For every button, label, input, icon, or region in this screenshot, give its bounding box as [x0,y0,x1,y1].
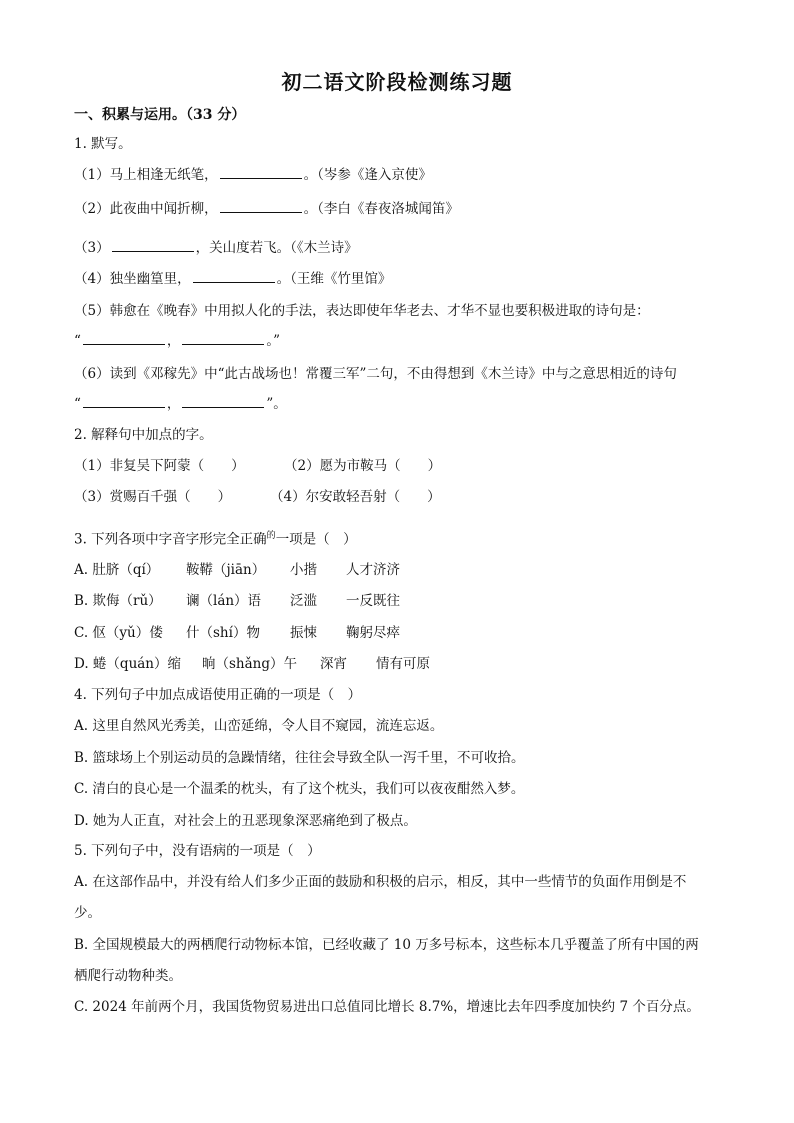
question-5-option-b[interactable]: B. 全国规模最大的两栖爬行动物标本馆，已经收藏了 10 万多号标本，这些标本几乎覆盖了所有中国的两 [74,937,699,953]
stem-superscript: 的 [266,531,276,541]
question-4-option-d[interactable]: D. 她为人正直，对社会上的丑恶现象深恶痛绝到了极点。 [74,813,417,829]
question-1-item-4 [74,270,724,288]
item-text: 。（王维《竹里馆》 [276,271,392,287]
item-text: （1）马上相逢无纸笔， [74,167,218,183]
page-title: 初二语文阶段检测练习题 [281,70,513,94]
answer-blank[interactable] [83,332,165,345]
option-word: 谰（lán）语 [186,593,262,609]
question-3-option-c[interactable] [74,624,724,642]
question-1-item-2 [74,200,724,218]
question-1-item-5-blanks [74,332,724,350]
option-word: 深宵 [320,656,347,672]
option-word: A. 肚脐（qí） [74,562,160,578]
stem-text: 3. 下列各项中字音字形完全正确 [74,531,267,548]
question-2-item: （4）尔安敢轻吾射（ ） [270,489,441,505]
quote-close: 。” [266,333,281,349]
question-3-option-b[interactable] [74,592,724,610]
quote-open: “ [74,333,81,349]
answer-blank[interactable] [193,270,275,283]
question-5-stem: 5. 下列句子中，没有语病的一项是（ ） [74,843,321,859]
question-1-item-3 [74,239,724,257]
question-5-option-c[interactable]: C. 2024 年前两个月，我国货物贸易进出口总值同比增长 8.7%，增速比去年四季度加快约 7 个百分点。 [74,999,700,1015]
option-word: 人才济济 [346,562,400,578]
item-text: 。（岑参《逢入京使》 [303,167,432,183]
question-1-item-1 [74,166,724,184]
comma: ， [166,333,181,349]
answer-blank[interactable] [112,239,194,252]
question-4-option-b[interactable]: B. 篮球场上个别运动员的急躁情绪，往往会导致全队一泻千里，不可收拾。 [74,750,525,766]
quote-open: “ [74,396,81,412]
question-2-stem: 2. 解释句中加点的字。 [74,427,213,443]
answer-blank[interactable] [220,200,302,213]
option-word: C. 伛（yǔ）偻 [74,625,163,641]
option-word: 泛滥 [290,593,317,609]
question-1-item-6: （6）读到《邓稼先》中“此古战场也！常覆三军”二句，不由得想到《木兰诗》中与之意思相近的诗句 [74,366,677,382]
question-5-option-b-cont: 栖爬行动物种类。 [74,968,182,984]
question-4-option-c[interactable]: C. 清白的良心是一个温柔的枕头，有了这个枕头，我们可以夜夜酣然入梦。 [74,781,525,797]
section-heading: 一、积累与运用。（33 分） [74,107,246,123]
item-text: （4）独坐幽篁里， [74,271,191,287]
option-word: 振悚 [290,625,317,641]
question-3-option-d[interactable] [74,655,724,673]
stem-text: 一项是（ ） [275,531,357,548]
answer-blank[interactable] [182,395,264,408]
question-3-option-a[interactable] [74,561,724,579]
question-4-stem: 4. 下列句子中加点成语使用正确的一项是（ ） [74,687,362,703]
option-word: 晌（shǎng）午 [202,656,298,672]
option-word: 什（shí）物 [186,625,260,641]
option-word: 小揩 [290,562,317,578]
question-1-stem: 1. 默写。 [74,136,132,152]
answer-blank[interactable] [220,166,302,179]
quote-close: ”。 [266,396,287,412]
question-4-option-a[interactable]: A. 这里自然风光秀美，山峦延绵，令人目不窥园，流连忘返。 [74,718,444,734]
comma: ， [166,396,181,412]
question-1-item-5: （5）韩愈在《晚春》中用拟人化的手法，表达即使年华老去、才华不显也要积极进取的诗句是： [74,303,650,319]
answer-blank[interactable] [182,332,264,345]
item-text: 。（李白《春夜洛城闻笛》 [303,201,459,217]
option-word: D. 蜷（quán）缩 [74,656,182,672]
option-word: 情有可原 [376,656,430,672]
question-5-option-a-cont: 少。 [74,905,101,921]
option-word: 一反既往 [346,593,400,609]
option-word: 鞠躬尽瘁 [346,625,400,641]
item-text: （2）此夜曲中闻折柳， [74,201,218,217]
question-2-row-2 [74,488,724,506]
question-1-item-6-blanks [74,395,724,413]
option-word: B. 欺侮（rǔ） [74,593,162,609]
question-2-row-1 [74,457,724,475]
item-text: ，关山度若飞。（《木兰诗》 [195,240,358,256]
answer-blank[interactable] [83,395,165,408]
question-3-stem [74,527,724,549]
question-2-item: （1）非复吴下阿蒙（ ） [74,458,245,474]
question-5-option-a[interactable]: A. 在这部作品中，并没有给人们多少正面的鼓励和积极的启示，相反，其中一些情节的负面作用倒是不 [74,874,687,890]
option-word: 鞍鞯（jiān） [186,562,266,578]
question-2-item: （2）愿为市鞍马（ ） [284,458,442,474]
question-2-item: （3）赏赐百千强（ ） [74,489,232,505]
item-text: （3） [74,240,110,256]
